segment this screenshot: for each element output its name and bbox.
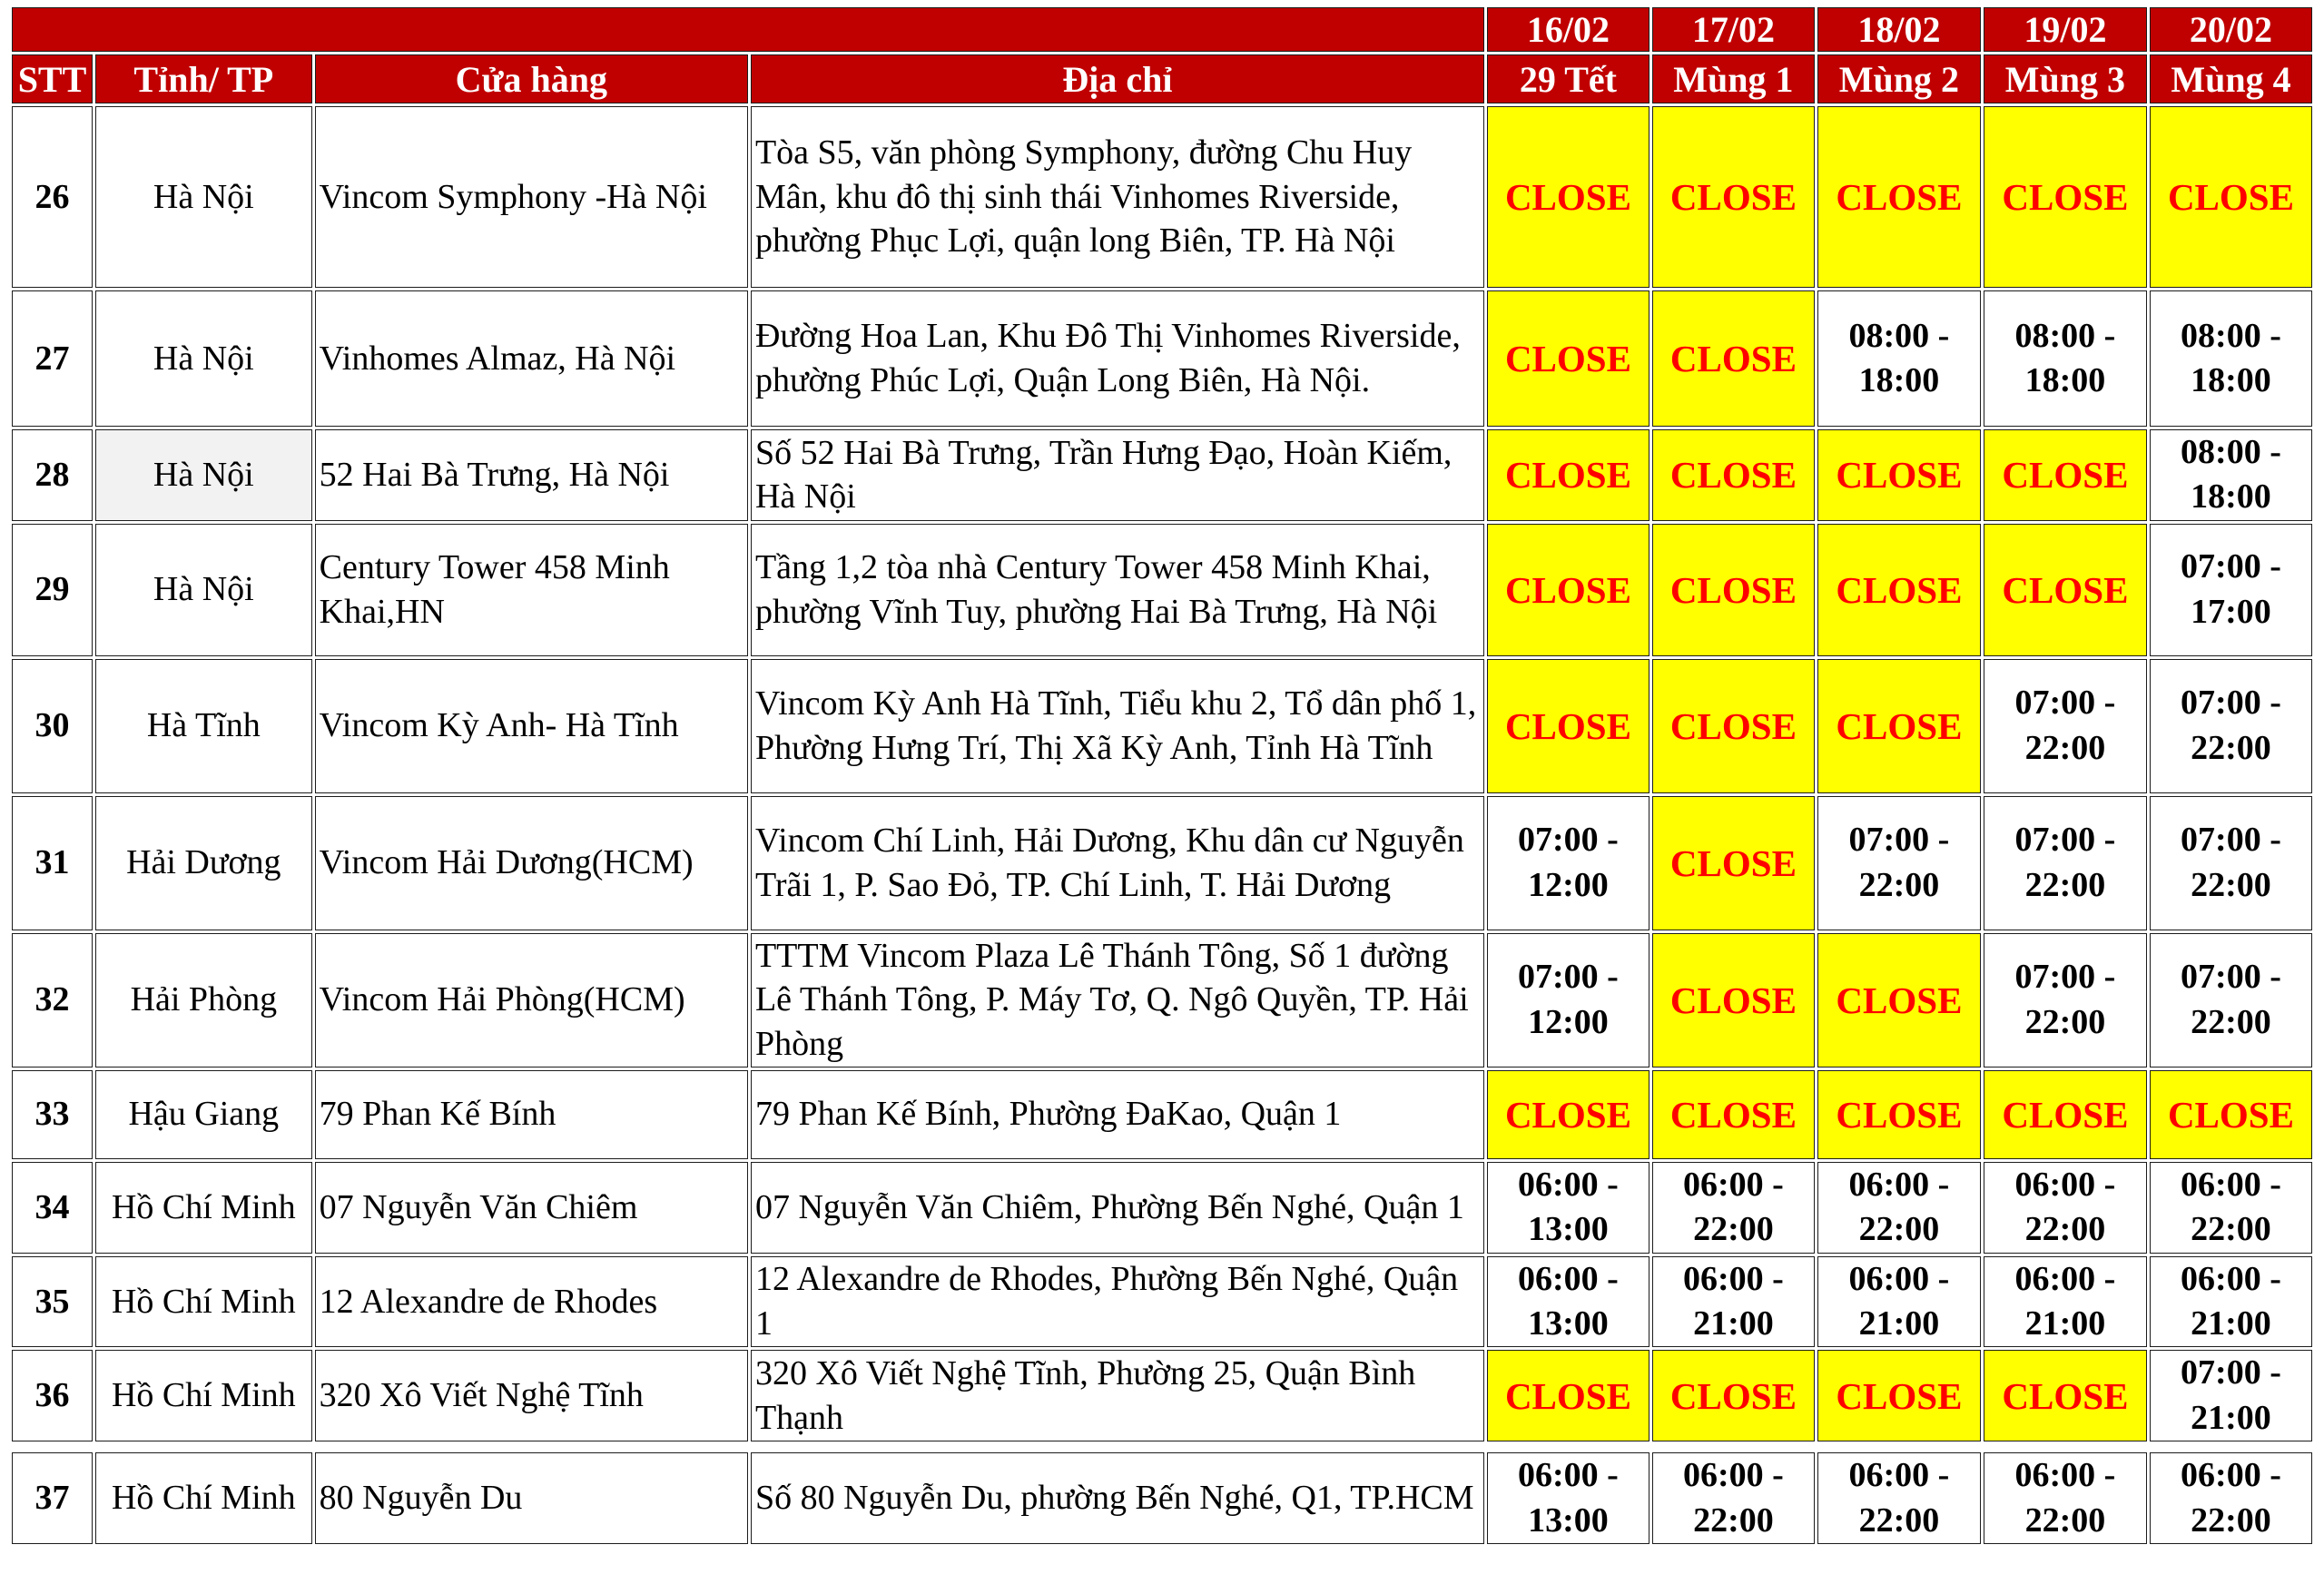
row-stt: 36 [12,1350,93,1441]
row-store: Vincom Symphony -Hà Nội [315,106,748,288]
hours-cell-closed: CLOSE [1487,1350,1649,1441]
hours-close-time: 17:00 [2191,592,2271,631]
hours-cell-closed: CLOSE [1652,933,1815,1067]
hours-open-time: 06:00 - [1683,1456,1784,1495]
hours-cell-open [1487,1162,1649,1254]
hours-open-time: 06:00 - [1683,1165,1784,1204]
row-store: 80 Nguyễn Du [315,1452,748,1544]
hours-close-time: 22:00 [1693,1500,1774,1540]
hours-cell-open [2150,524,2312,656]
header-date-5: 20/02 [2150,7,2312,52]
hours-cell-closed: CLOSE [1652,524,1815,656]
hours-close-time: 22:00 [2024,865,2106,904]
hours-cell-open [2150,1162,2312,1254]
header-store: Cửa hàng [315,54,748,103]
row-address: 79 Phan Kế Bính, Phường ĐaKao, Quận 1 [751,1070,1484,1159]
hours-cell-open [1817,796,1981,930]
hours-cell-closed: CLOSE [1652,1350,1815,1441]
row-store: 320 Xô Viết Nghệ Tĩnh [315,1350,748,1441]
row-store: 79 Phan Kế Bính [315,1070,748,1159]
hours-cell-open [1817,1452,1981,1544]
row-stt: 37 [12,1452,93,1544]
hours-cell-closed: CLOSE [1817,429,1981,521]
hours-close-time: 18:00 [2024,361,2106,399]
table-row [12,1452,2312,1544]
hours-cell-open [1984,933,2147,1067]
hours-close-time: 18:00 [1858,361,1940,399]
hours-close-time: 21:00 [1693,1304,1774,1343]
header-stt: STT [12,54,93,103]
hours-cell-open [2150,1350,2312,1441]
hours-open-time: 06:00 - [1518,1165,1619,1204]
header-label-row [12,54,2312,103]
hours-open-time: 08:00 - [2014,316,2116,355]
header-day-label-5: Mùng 4 [2150,54,2312,103]
header-day-label-4: Mùng 3 [1984,54,2147,103]
hours-cell-closed: CLOSE [1487,429,1649,521]
hours-close-time: 22:00 [2024,1500,2106,1540]
row-address: Vincom Kỳ Anh Hà Tĩnh, Tiểu khu 2, Tổ dân phố 1, Phường Hưng Trí, Thị Xã Kỳ Anh, Tỉnh Hà Tĩnh [751,659,1484,793]
table-row [12,659,2312,793]
table-row [12,106,2312,288]
schedule-sheet [9,5,2315,1547]
hours-close-time: 22:00 [2191,728,2271,767]
table-body [12,106,2312,1544]
row-gap [12,1444,2312,1450]
hours-cell-closed: CLOSE [1487,106,1649,288]
hours-cell-open [1817,1256,1981,1348]
hours-cell-closed: CLOSE [2150,106,2312,288]
hours-open-time: 06:00 - [2014,1259,2116,1298]
hours-cell-closed: CLOSE [1652,659,1815,793]
hours-close-time: 22:00 [2024,1002,2106,1041]
hours-close-time: 22:00 [1693,1210,1774,1249]
hours-open-time: 06:00 - [1683,1259,1784,1298]
row-stt: 26 [12,106,93,288]
hours-open-time: 08:00 - [2181,316,2281,355]
hours-close-time: 22:00 [2191,1002,2271,1041]
hours-open-time: 07:00 - [2181,547,2281,586]
row-store: 12 Alexandre de Rhodes [315,1256,748,1348]
hours-cell-open [2150,933,2312,1067]
table-row [12,1256,2312,1348]
row-address: Số 80 Nguyễn Du, phường Bến Nghé, Q1, TP.HCM [751,1452,1484,1544]
table-row [12,290,2312,427]
row-store: Vincom Hải Phòng(HCM) [315,933,748,1067]
row-store: Century Tower 458 Minh Khai,HN [315,524,748,656]
hours-cell-closed: CLOSE [1817,106,1981,288]
hours-cell-open [1487,933,1649,1067]
row-province: Hà Nội [95,429,312,521]
row-stt: 30 [12,659,93,793]
row-stt: 31 [12,796,93,930]
hours-open-time: 08:00 - [2181,433,2281,471]
hours-cell-closed: CLOSE [1984,106,2147,288]
table-row [12,524,2312,656]
hours-open-time: 07:00 - [2014,958,2116,997]
hours-cell-closed: CLOSE [1487,659,1649,793]
hours-cell-open [2150,796,2312,930]
row-province: Hồ Chí Minh [95,1256,312,1348]
row-province: Hà Tĩnh [95,659,312,793]
header-address: Địa chỉ [751,54,1484,103]
row-address: Đường Hoa Lan, Khu Đô Thị Vinhomes Riverside, phường Phúc Lợi, Quận Long Biên, Hà Nội. [751,290,1484,427]
gap-cell [12,1444,2312,1450]
table-row [12,1070,2312,1159]
hours-cell-closed: CLOSE [1984,524,2147,656]
hours-cell-open [2150,1452,2312,1544]
hours-cell-open [1984,659,2147,793]
header-date-2: 17/02 [1652,7,1815,52]
hours-cell-open [2150,290,2312,427]
hours-open-time: 07:00 - [2181,958,2281,997]
hours-close-time: 22:00 [2024,1210,2106,1249]
hours-open-time: 06:00 - [1848,1456,1950,1495]
hours-cell-closed: CLOSE [2150,1070,2312,1159]
row-province: Hải Dương [95,796,312,930]
row-address: TTTM Vincom Plaza Lê Thánh Tông, Số 1 đường Lê Thánh Tông, P. Máy Tơ, Q. Ngô Quyền, TP. Hải Phòng [751,933,1484,1067]
hours-close-time: 21:00 [2191,1398,2271,1437]
row-stt: 29 [12,524,93,656]
hours-cell-closed: CLOSE [1984,1350,2147,1441]
hours-open-time: 06:00 - [1848,1259,1950,1298]
hours-cell-open [2150,1256,2312,1348]
header-date-3: 18/02 [1817,7,1981,52]
hours-open-time: 07:00 - [1518,821,1619,860]
hours-cell-open [1984,290,2147,427]
hours-close-time: 12:00 [1528,865,1609,904]
header-date-1: 16/02 [1487,7,1649,52]
table-row [12,429,2312,521]
hours-open-time: 06:00 - [2014,1456,2116,1495]
hours-cell-open [1984,1162,2147,1254]
row-address: 07 Nguyễn Văn Chiêm, Phường Bến Nghé, Quận 1 [751,1162,1484,1254]
row-store: 07 Nguyễn Văn Chiêm [315,1162,748,1254]
hours-cell-closed: CLOSE [1652,1070,1815,1159]
hours-open-time: 07:00 - [1518,958,1619,997]
row-store: Vinhomes Almaz, Hà Nội [315,290,748,427]
hours-close-time: 21:00 [2191,1304,2271,1343]
hours-close-time: 13:00 [1528,1210,1609,1249]
row-province: Hồ Chí Minh [95,1452,312,1544]
hours-close-time: 18:00 [2191,361,2271,399]
hours-cell-open [1652,1256,1815,1348]
row-stt: 34 [12,1162,93,1254]
hours-cell-open [1984,796,2147,930]
hours-cell-open [2150,659,2312,793]
table-row [12,796,2312,930]
hours-cell-closed: CLOSE [1817,1070,1981,1159]
hours-cell-closed: CLOSE [1487,524,1649,656]
row-province: Hồ Chí Minh [95,1350,312,1441]
header-day-label-3: Mùng 2 [1817,54,1981,103]
hours-cell-open [1984,1452,2147,1544]
hours-open-time: 06:00 - [2181,1165,2281,1204]
header-province: Tỉnh/ TP [95,54,312,103]
hours-cell-closed: CLOSE [1652,429,1815,521]
hours-cell-open [2150,429,2312,521]
hours-open-time: 06:00 - [2181,1456,2281,1495]
hours-cell-closed: CLOSE [1652,290,1815,427]
hours-cell-closed: CLOSE [1817,933,1981,1067]
hours-open-time: 07:00 - [2014,821,2116,860]
table-row [12,933,2312,1067]
row-stt: 27 [12,290,93,427]
hours-open-time: 08:00 - [1848,316,1950,355]
row-province: Hồ Chí Minh [95,1162,312,1254]
hours-close-time: 13:00 [1528,1304,1609,1343]
hours-cell-closed: CLOSE [1487,1070,1649,1159]
hours-cell-open [1652,1162,1815,1254]
hours-cell-open [1817,1162,1981,1254]
hours-open-time: 07:00 - [2181,684,2281,723]
hours-cell-closed: CLOSE [1817,1350,1981,1441]
row-store: 52 Hai Bà Trưng, Hà Nội [315,429,748,521]
hours-close-time: 21:00 [2024,1304,2106,1343]
row-province: Hà Nội [95,524,312,656]
header-spacer [12,7,1484,52]
hours-close-time: 22:00 [2191,1500,2271,1540]
hours-close-time: 13:00 [1528,1500,1609,1540]
hours-close-time: 22:00 [2024,728,2106,767]
hours-open-time: 07:00 - [2181,821,2281,860]
row-province: Hậu Giang [95,1070,312,1159]
hours-open-time: 07:00 - [2014,684,2116,723]
table-row [12,1350,2312,1441]
row-province: Hải Phòng [95,933,312,1067]
row-province: Hà Nội [95,106,312,288]
row-address: Số 52 Hai Bà Trưng, Trần Hưng Đạo, Hoàn Kiếm, Hà Nội [751,429,1484,521]
hours-cell-open [1487,796,1649,930]
row-address: Tầng 1,2 tòa nhà Century Tower 458 Minh Khai, phường Vĩnh Tuy, phường Hai Bà Trưng, Hà Nội [751,524,1484,656]
row-stt: 35 [12,1256,93,1348]
header-date-row [12,7,2312,52]
table-row [12,1162,2312,1254]
hours-cell-closed: CLOSE [1817,524,1981,656]
hours-close-time: 22:00 [1858,1210,1940,1249]
hours-close-time: 22:00 [2191,1210,2271,1249]
header-date-4: 19/02 [1984,7,2147,52]
hours-close-time: 18:00 [2191,477,2271,517]
hours-open-time: 06:00 - [1848,1165,1950,1204]
hours-close-time: 22:00 [1858,1500,1940,1540]
row-store: Vincom Hải Dương(HCM) [315,796,748,930]
hours-cell-closed: CLOSE [1652,106,1815,288]
hours-cell-open [1652,1452,1815,1544]
hours-cell-open [1487,1452,1649,1544]
hours-cell-closed: CLOSE [1652,796,1815,930]
store-hours-table [9,5,2315,1547]
hours-close-time: 22:00 [2191,865,2271,904]
row-address: 320 Xô Viết Nghệ Tĩnh, Phường 25, Quận Bình Thạnh [751,1350,1484,1441]
hours-cell-closed: CLOSE [1817,659,1981,793]
hours-cell-open [1487,1256,1649,1348]
hours-cell-closed: CLOSE [1487,290,1649,427]
row-stt: 33 [12,1070,93,1159]
hours-cell-open [1984,1256,2147,1348]
row-address: 12 Alexandre de Rhodes, Phường Bến Nghé, Quận 1 [751,1256,1484,1348]
hours-open-time: 06:00 - [2181,1259,2281,1298]
hours-open-time: 07:00 - [2181,1353,2281,1392]
hours-close-time: 21:00 [1858,1304,1940,1343]
row-province: Hà Nội [95,290,312,427]
hours-close-time: 12:00 [1528,1002,1609,1041]
hours-cell-closed: CLOSE [1984,1070,2147,1159]
hours-cell-open [1817,290,1981,427]
row-address: Tòa S5, văn phòng Symphony, đường Chu Huy Mân, khu đô thị sinh thái Vinhomes Riverside, phường Phục Lợi, quận long Biên, TP. Hà Nội [751,106,1484,288]
hours-cell-closed: CLOSE [1984,429,2147,521]
row-store: Vincom Kỳ Anh- Hà Tĩnh [315,659,748,793]
row-stt: 32 [12,933,93,1067]
header-day-label-1: 29 Tết [1487,54,1649,103]
row-stt: 28 [12,429,93,521]
hours-open-time: 06:00 - [1518,1456,1619,1495]
hours-open-time: 06:00 - [1518,1259,1619,1298]
hours-open-time: 07:00 - [1848,821,1950,860]
hours-open-time: 06:00 - [2014,1165,2116,1204]
row-address: Vincom Chí Linh, Hải Dương, Khu dân cư Nguyễn Trãi 1, P. Sao Đỏ, TP. Chí Linh, T. Hải Dương [751,796,1484,930]
hours-close-time: 22:00 [1858,865,1940,904]
header-day-label-2: Mùng 1 [1652,54,1815,103]
